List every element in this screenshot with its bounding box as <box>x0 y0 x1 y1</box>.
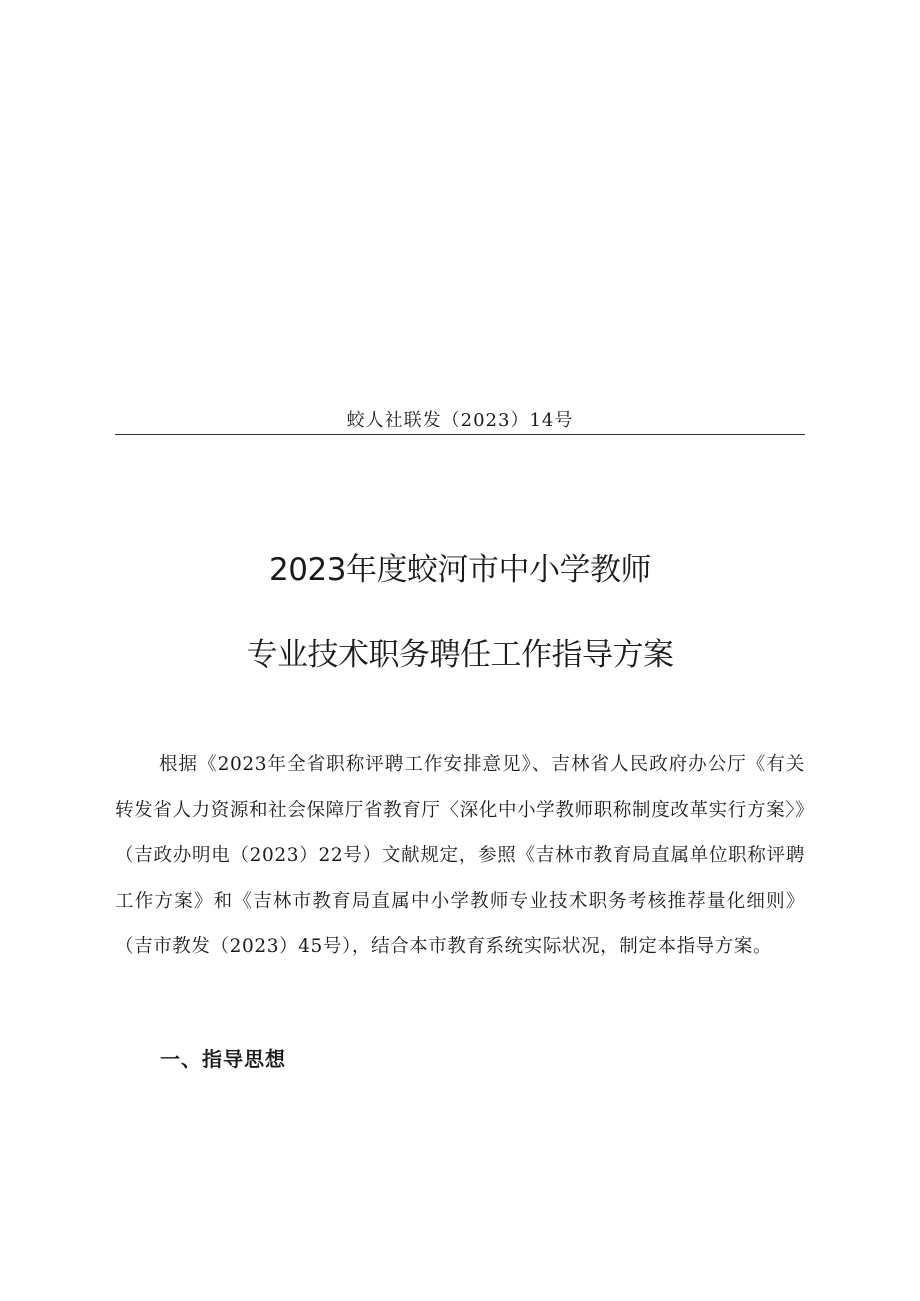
section-heading-guiding-ideology: 一、指导思想 <box>160 1047 286 1071</box>
document-title-line-1: 2023年度蛟河市中小学教师 <box>269 552 651 588</box>
intro-paragraph: 根据《2023年全省职称评聘工作安排意见》、吉林省人民政府办公厅《有关转发省人力资源和社会保障厅省教育厅〈深化中小学教师职称制度改革实行方案〉》（吉政办明电（2023）22号）文献规定，参照《吉林市教育局直属单位职称评聘工作方案》和《吉林市教育局直属中小学教师专业技术职务考核推荐量化细则》（吉市教发（2023）45号），结合本市教育系统实际状况，制定本指导方案。 <box>115 754 805 957</box>
document-title-line-2: 专业技术职务聘任工作指导方案 <box>246 637 674 673</box>
document-number: 蛟人社联发（2023）14号 <box>346 410 574 431</box>
header-divider-line <box>115 434 805 435</box>
